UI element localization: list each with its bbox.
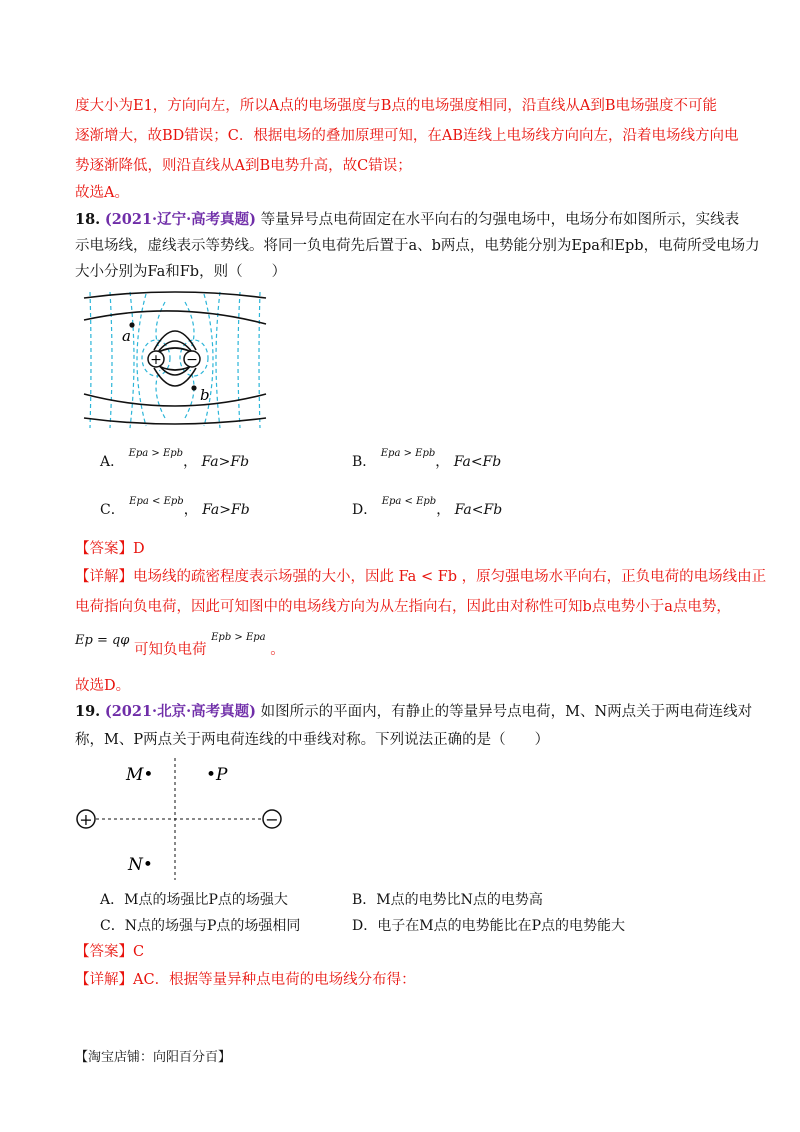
option-letter: A． <box>100 892 125 908</box>
option-text: N点的场强与P点的场强相同 <box>124 918 301 934</box>
q18-stem-line-2: 示电场线，虚线表示等势线。将同一负电荷先后置于a、b两点，电势能分别为Epa和Epb，电荷所受电场力 <box>75 238 760 254</box>
option-letter: C． <box>100 502 125 518</box>
option-text: M点的场强比P点的场强大 <box>124 892 288 908</box>
q19-text-1: 如图所示的平面内，有静止的等量异号点电荷，M、N两点关于两电荷连线对 <box>260 704 753 720</box>
q19-option-c[interactable] <box>100 916 300 936</box>
q19-answer: 【答案】C <box>75 944 145 960</box>
option-force: Fa<Fb <box>453 454 502 470</box>
option-force: Fa>Fb <box>202 502 250 518</box>
negative-charge-label: − <box>186 352 198 368</box>
prev-solution-choice: 故选A。 <box>75 185 129 201</box>
option-energy: Epa > Epb <box>128 448 184 459</box>
prev-solution-line-2: 逐渐增大，故BD错误；C．根据电场的叠加原理可知，在AB连线上电场线方向向左，沿着电场线方向电 <box>75 128 739 144</box>
equipotential-lines <box>90 292 260 428</box>
q19-option-b[interactable] <box>352 890 543 910</box>
positive-charge-label: + <box>150 352 162 368</box>
point-b-dot <box>191 385 196 390</box>
prev-solution-line-1: 度大小为E1，方向向左，所以A点的电场强度与B点的电场强度相同，沿直线从A到B电场强度不可能 <box>75 98 718 114</box>
point-b-label: b <box>200 386 210 404</box>
negative-charge-label: − <box>265 810 279 829</box>
q18-detail-line-2: 电荷指向负电荷，因此可知图中的电场线方向为从左指向右，因此由对称性可知b点电势小于a点电势， <box>75 599 731 615</box>
point-n-label: N• <box>128 855 153 875</box>
q18-detail-text: 可知负电荷 <box>134 642 207 658</box>
q18-detail-end: 。 <box>270 642 285 658</box>
option-energy: Epa < Epb <box>381 496 437 507</box>
option-force: Fa<Fb <box>454 502 503 518</box>
option-letter: D． <box>352 502 378 518</box>
q18-option-b[interactable]: B． $^{Epa > Epb}$， Fa<Fb <box>352 448 502 470</box>
q19-stem-line-2: 称，M、P两点关于两电荷连线的中垂线对称。下列说法正确的是（ ） <box>75 732 550 748</box>
point-a-label: a <box>122 327 131 345</box>
q18-option-a[interactable]: A． $^{Epa > Epb}$， Fa>Fb <box>100 448 250 470</box>
q18-formula-compare: Epb > Epa <box>211 632 266 643</box>
q19-stem-line-1 <box>75 702 752 722</box>
q18-detail-line-1: 【详解】电场线的疏密程度表示场强的大小，因此 Fa < Fb ，原匀强电场水平向右，正负电荷的电场线由正 <box>75 569 767 585</box>
point-p-label: •P <box>206 765 228 785</box>
option-letter: A． <box>100 454 125 470</box>
q19-source: (2021·北京·高考真题) <box>104 703 257 720</box>
point-m-label: M• <box>126 765 154 785</box>
q18-stem-line-3: 大小分别为Fa和Fb，则（ ） <box>75 264 287 280</box>
q18-stem-line-1 <box>75 210 739 230</box>
option-text: 电子在M点的电势能比在P点的电势能大 <box>377 918 625 934</box>
prev-solution-line-3: 势逐渐降低，则沿直线从A到B电势升高，故C错误； <box>75 158 412 174</box>
page-footer: 【淘宝店铺：向阳百分百】 <box>75 1050 232 1065</box>
positive-charge-label: + <box>79 810 93 829</box>
q18-field-figure <box>80 290 270 430</box>
q19-option-a[interactable] <box>100 890 288 910</box>
option-energy: Epa < Epb <box>129 496 184 507</box>
q18-option-d[interactable]: D． $^{Epa < Epb}$， Fa<Fb <box>352 496 503 518</box>
q18-answer: 【答案】D <box>75 541 145 557</box>
q18-source: (2021·辽宁·高考真题) <box>104 211 257 228</box>
option-energy: Epa > Epb <box>380 448 436 459</box>
q18-formula-ep: Ep = qφ <box>75 633 130 648</box>
q19-option-d[interactable] <box>352 916 625 936</box>
q18-choice: 故选D。 <box>75 678 131 694</box>
option-letter: B． <box>352 892 377 908</box>
q19-detail-line-1: 【详解】AC．根据等量异种点电荷的电场线分布得： <box>75 972 416 988</box>
q18-option-c[interactable]: C． $^{Epa < Epb}$， Fa>Fb <box>100 496 250 518</box>
q18-detail-line-3 <box>75 630 285 658</box>
q18-text-1: 等量异号点电荷固定在水平向右的匀强电场中，电场分布如图所示，实线表 <box>260 212 740 228</box>
option-letter: D． <box>352 918 378 934</box>
q18-number: 18. <box>75 211 101 228</box>
option-letter: C． <box>100 918 125 934</box>
option-force: Fa>Fb <box>201 454 250 470</box>
option-text: M点的电势比N点的电势高 <box>376 892 543 908</box>
option-letter: B． <box>352 454 377 470</box>
q19-number: 19. <box>75 703 101 720</box>
q19-charges-figure <box>70 758 295 883</box>
